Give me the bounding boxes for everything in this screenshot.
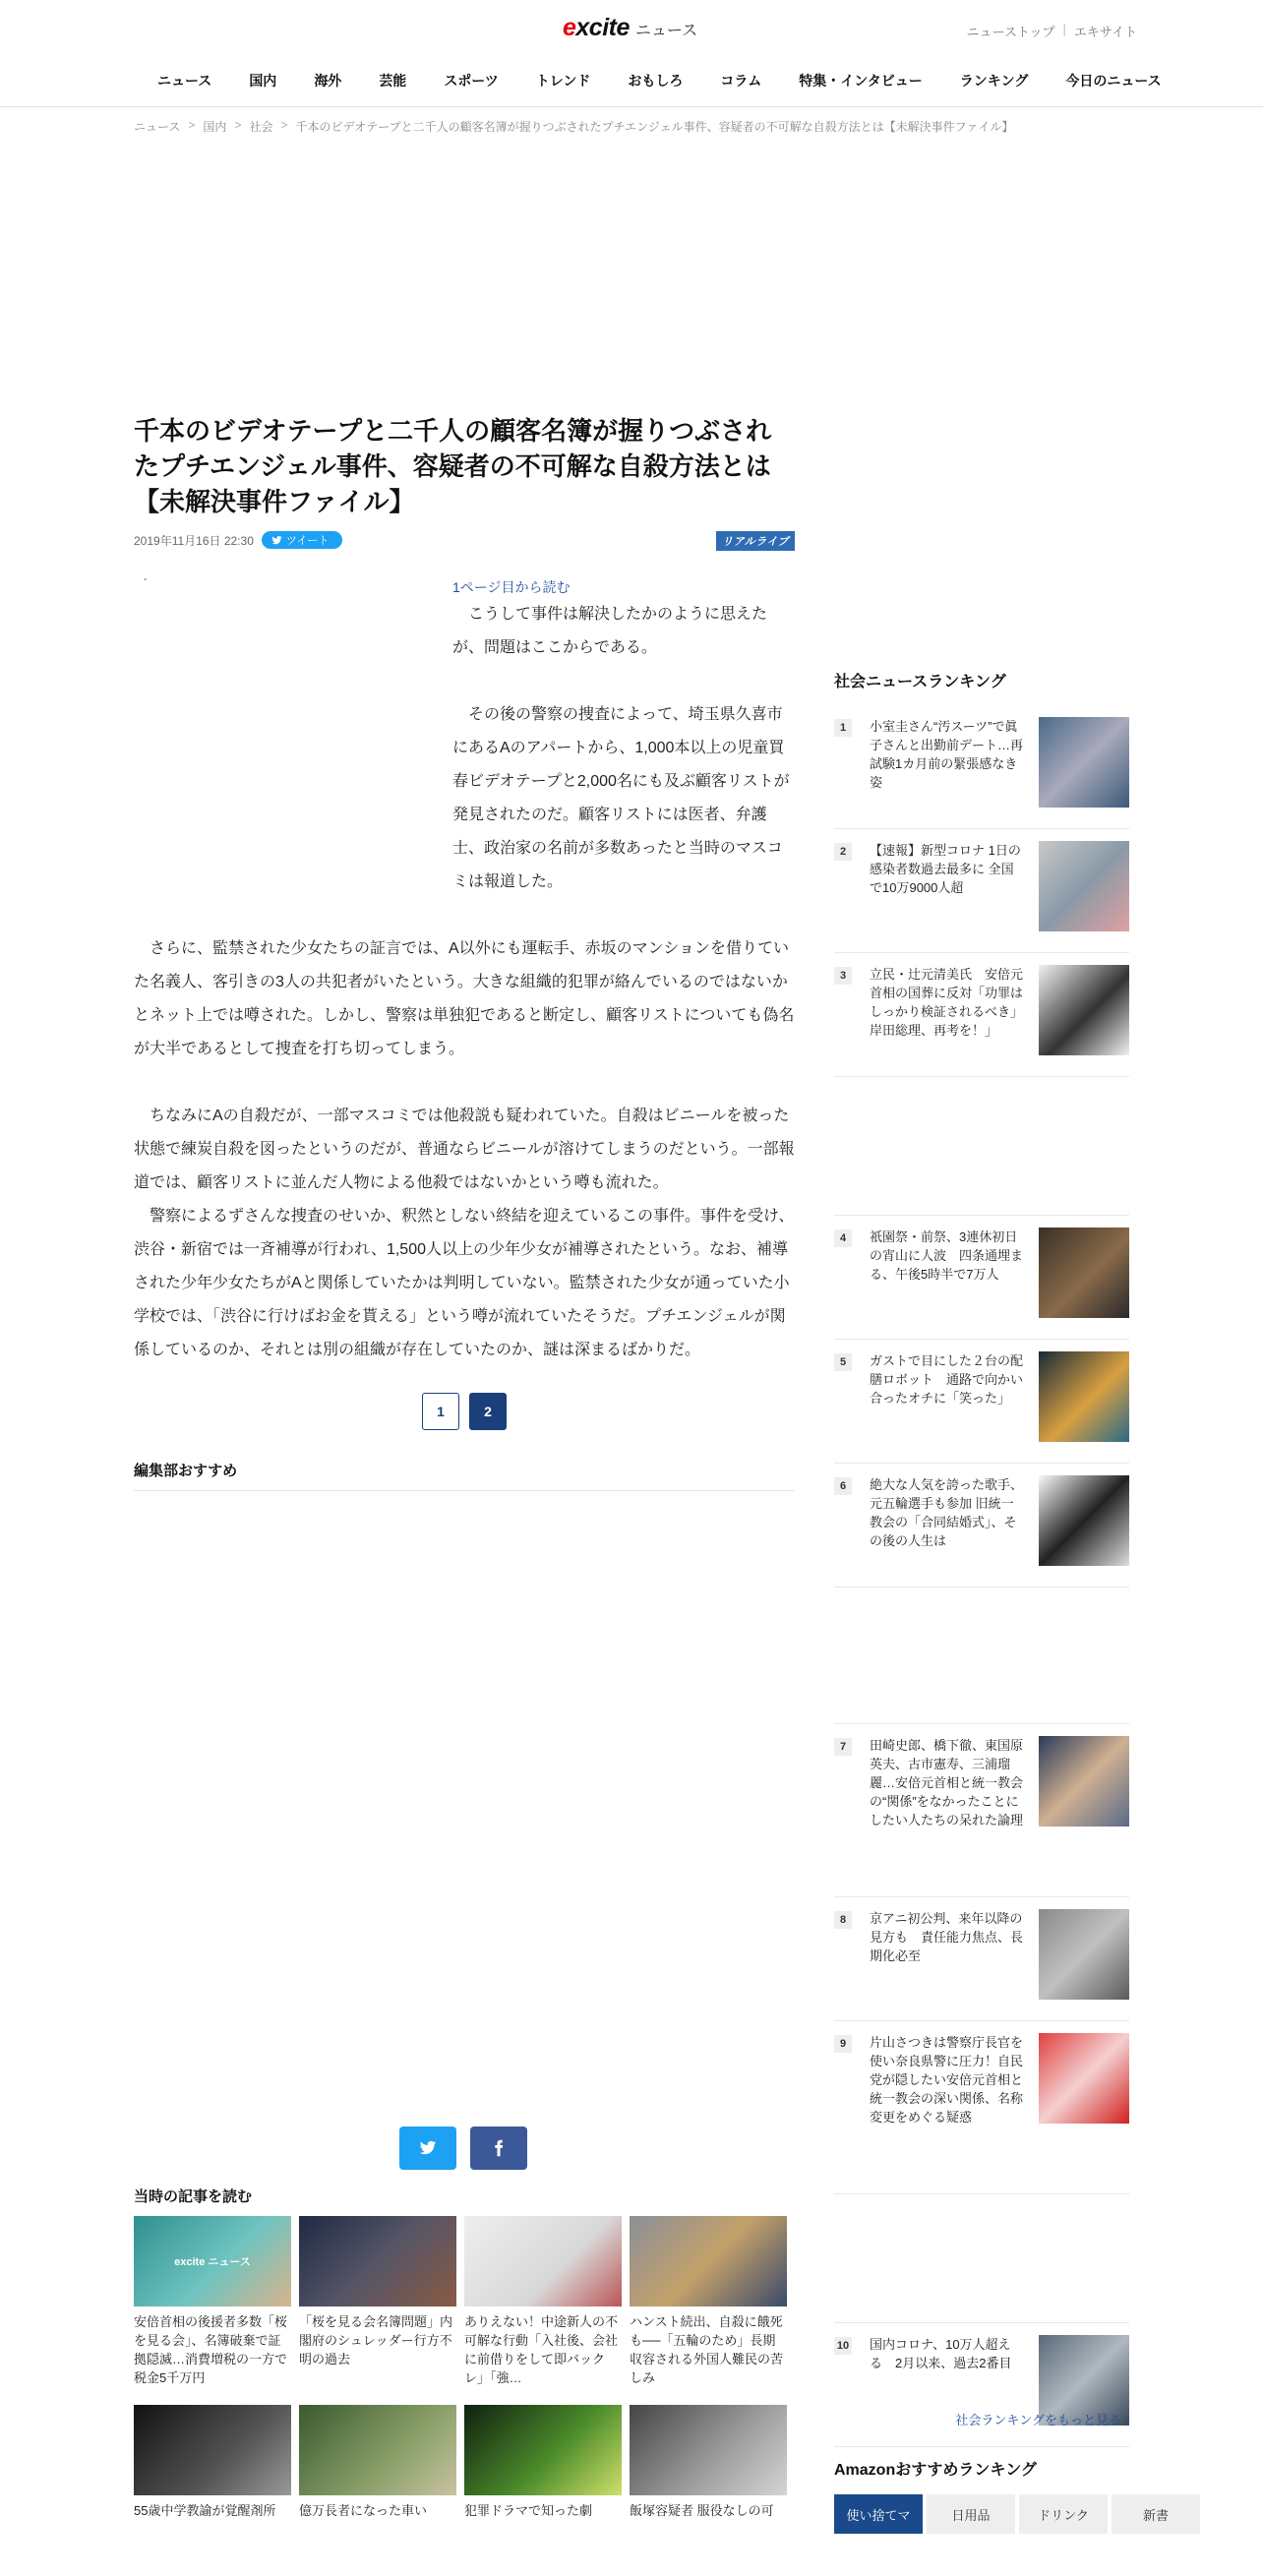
past-article-card[interactable]: [630, 2405, 787, 2576]
past-articles-heading: 当時の記事を読む: [134, 2188, 253, 2205]
past-article-thumbnail: [630, 2216, 787, 2306]
amazon-tab-masks[interactable]: 使い捨てマ: [834, 2494, 923, 2534]
nav-item[interactable]: 今日のニュース: [1065, 73, 1162, 89]
ranking-item[interactable]: [834, 1464, 1129, 1588]
nav-item[interactable]: ニュース: [157, 73, 212, 89]
ranking-item[interactable]: [834, 1216, 1129, 1340]
page-1-button[interactable]: 1: [422, 1393, 459, 1430]
logo-subtitle: ニュース: [634, 23, 698, 39]
rank-number: 2: [834, 843, 852, 861]
paragraph: ちなみにAの自殺だが、一部マスコミでは他殺説も疑われていた。自殺はビニールを被った状態で練炭自殺を図ったというのだが、普通ならビニールが溶けてしまうのだという。一部報道では、顧客リストに並んだ人物による他殺ではないかという噂も流れた。: [134, 1108, 795, 1191]
twitter-icon: [271, 535, 282, 546]
logo-mark: excite: [563, 14, 630, 41]
amazon-ranking-heading: Amazonおすすめランキング: [834, 2462, 1037, 2479]
ranking-item[interactable]: [834, 705, 1129, 829]
nav-item[interactable]: 国内: [249, 73, 277, 89]
separator: |: [1062, 22, 1066, 36]
rank-number: 3: [834, 967, 852, 985]
article-body: [134, 576, 795, 1367]
paragraph: 警察によるずさんな捜査のせいか、釈然としない終結を迎えているこの事件。事件を受け、渋谷・新宿では一斉補導が行われ、1,500人以上の少年少女が補導されたという。なお、補導された少年少女たちがAと関係していたかは判明していない。監禁された少女が通っていた小学校では、「渋谷に行けばお金を貰える」という噂が流れていたそうだ。プチエンジェルが関係しているのか、それとは別の組織が存在していたのか、謎は深まるばかりだ。: [134, 1208, 795, 1358]
thumbnail-logo: excite ニュース: [174, 2256, 251, 2268]
breadcrumb-current: 千本のビデオテープと二千人の顧客名簿が握りつぶされたプチエンジェル事件、容疑者の不可解な自殺方法とは【未解決事件ファイル】: [295, 120, 1014, 134]
ranking-thumbnail: [1039, 1475, 1129, 1566]
excite-link[interactable]: エキサイト: [1073, 25, 1137, 39]
news-top-link[interactable]: ニューストップ: [966, 25, 1055, 39]
nav-item[interactable]: 特集・インタビュー: [799, 73, 923, 89]
ranking-item[interactable]: [834, 2021, 1129, 2194]
rank-number: 7: [834, 1738, 852, 1756]
ranking-thumbnail: [1039, 1228, 1129, 1318]
nav-item[interactable]: スポーツ: [444, 73, 499, 89]
share-twitter-button[interactable]: [399, 2127, 456, 2170]
ranking-headline: 京アニ初公判、来年以降の見方も 責任能力焦点、長期化必至: [870, 1911, 1023, 1963]
past-article-thumbnail: [299, 2216, 456, 2306]
past-article-thumbnail: [464, 2405, 622, 2495]
tweet-button[interactable]: [262, 531, 342, 549]
ad-slot: [834, 2194, 1129, 2323]
past-article-caption: ありえない！中途新人の不可解な行動「入社後、会社に前借りをして即バックレ」「強…: [464, 2314, 619, 2385]
past-article-caption: 55歳中学教諭が覚醒剤所: [134, 2503, 276, 2518]
chevron-right-icon: >: [188, 118, 196, 132]
nav-item[interactable]: おもしろ: [628, 73, 684, 89]
past-articles-grid: [134, 2216, 795, 2576]
past-article-card[interactable]: [299, 2216, 456, 2387]
nav-item[interactable]: ランキング: [959, 73, 1029, 89]
past-article-thumbnail: [134, 2216, 291, 2306]
breadcrumb: [134, 118, 1013, 135]
pagination: [134, 1393, 795, 1430]
past-article-caption: 安倍首相の後援者多数「桜を見る会」、名簿破棄で証拠隠滅…消費増税の一方で税金5千万円: [134, 2314, 288, 2385]
past-article-caption: 「桜を見る会名簿問題」内閣府のシュレッダー行方不明の過去: [299, 2314, 453, 2366]
ranking-headline: 絶大な人気を誇った歌手、元五輪選手も参加 旧統一教会の「合同結婚式」、その後の人生は: [870, 1477, 1023, 1548]
ranking-more-link[interactable]: 社会ランキングをもっと見る ›: [955, 2413, 1129, 2427]
read-from-page1-link[interactable]: 1ページ目から読む: [452, 579, 571, 595]
ranking-headline: 小室圭さん“汚スーツ”で眞子さんと出勤前デート…再試験1カ月前の緊張感なき姿: [870, 719, 1023, 790]
ranking-headline: 国内コロナ、10万人超える 2月以来、過去2番目: [870, 2337, 1012, 2370]
ranking-thumbnail: [1039, 841, 1129, 931]
past-article-thumbnail: [630, 2405, 787, 2495]
rank-number: 9: [834, 2035, 852, 2053]
site-logo[interactable]: [563, 14, 697, 42]
share-facebook-button[interactable]: [470, 2127, 527, 2170]
ad-slot: [834, 1588, 1129, 1724]
amazon-tab-daily-goods[interactable]: 日用品: [927, 2494, 1015, 2534]
nav-item[interactable]: 芸能: [379, 73, 407, 89]
rank-number: 6: [834, 1477, 852, 1495]
ranking-thumbnail: [1039, 2033, 1129, 2124]
ranking-headline: 片山さつきは警察庁長官を使い奈良県警に圧力！自民党が隠したい安倍元首相と統一教会の深い関係、名称変更をめぐる疑惑: [870, 2035, 1023, 2125]
global-nav: [136, 71, 1177, 90]
breadcrumb-item-domestic[interactable]: 国内: [203, 120, 227, 134]
facebook-icon: [490, 2139, 508, 2157]
breadcrumb-item-society[interactable]: 社会: [249, 120, 273, 134]
editors-pick-heading: 編集部おすすめ: [134, 1460, 795, 1491]
ranking-item[interactable]: [834, 1724, 1129, 1897]
article-meta: [134, 529, 795, 551]
rank-number: 1: [834, 719, 852, 737]
rank-number: 5: [834, 1353, 852, 1371]
top-links: [967, 22, 1137, 40]
past-article-caption: 犯罪ドラマで知った劇: [464, 2503, 593, 2518]
ad-slot: [834, 1077, 1129, 1216]
tweet-label: ツイート: [285, 535, 330, 547]
breadcrumb-item-news[interactable]: ニュース: [134, 120, 181, 134]
share-buttons: [399, 2127, 527, 2170]
site-header: [0, 0, 1263, 107]
past-article-caption: 飯塚容疑者 服役なしの可: [630, 2503, 774, 2518]
past-article-caption: ハンスト続出、自殺に餓死も──「五輪のため」長期収容される外国人難民の苦しみ: [630, 2314, 784, 2385]
ranking-item[interactable]: [834, 1897, 1129, 2021]
ranking-headline: 【速報】新型コロナ 1日の感染者数過去最多に 全国で10万9000人超: [870, 843, 1021, 895]
ranking-thumbnail: [1039, 1736, 1129, 1827]
ranking-headline: ガストで目にした２台の配膳ロボット 通路で向かい合ったオチに「笑った」: [870, 1353, 1023, 1406]
sidebar-ranking: [834, 669, 1129, 2447]
ranking-headline: 立民・辻元清美氏 安倍元首相の国葬に反対「功罪はしっかり検証されるべき」岸田総理、再考を！」: [870, 967, 1023, 1038]
image-placeholder-mark: ´: [144, 576, 148, 590]
past-article-card[interactable]: [134, 2216, 291, 2387]
amazon-tabs: [834, 2494, 1200, 2534]
paragraph: こうして事件は解決したかのように思えたが、問題はここからである。: [452, 606, 768, 656]
rank-number: 4: [834, 1229, 852, 1247]
chevron-right-icon: ›: [1124, 2413, 1129, 2427]
past-article-thumbnail: [464, 2216, 622, 2306]
ranking-headline: 祇園祭・前祭、3連休初日の宵山に人波 四条通埋まる、午後5時半で7万人: [870, 1229, 1023, 1282]
source-badge[interactable]: リアルライブ: [716, 531, 795, 551]
past-article-caption: 億万長者になった車い: [299, 2503, 428, 2518]
amazon-tab-books[interactable]: 新書: [1112, 2494, 1200, 2534]
ranking-thumbnail: [1039, 965, 1129, 1055]
nav-item[interactable]: コラム: [720, 73, 762, 89]
ranking-thumbnail: [1039, 1351, 1129, 1442]
chevron-right-icon: >: [234, 118, 242, 132]
nav-item[interactable]: 海外: [314, 73, 342, 89]
past-article-card[interactable]: [464, 2405, 622, 2576]
ranking-list: [834, 705, 1129, 2447]
nav-item[interactable]: トレンド: [535, 73, 591, 89]
past-article-card[interactable]: [134, 2405, 291, 2576]
article-body-right: [452, 576, 795, 899]
paragraph: さらに、監禁された少女たちの証言では、A以外にも運転手、赤坂のマンションを借りていた名義人、客引きの3人の共犯者がいたという。大きな組織的犯罪が絡んでいるのではないかとネット上では噂された。しかし、警察は単独犯であると断定し、顧客リストについても偽名が大半であるとして捜査を打ち切ってしまう。: [134, 940, 795, 1057]
chevron-right-icon: >: [280, 118, 288, 132]
past-article-card[interactable]: [464, 2216, 622, 2387]
ranking-thumbnail: [1039, 717, 1129, 808]
past-article-thumbnail: [299, 2405, 456, 2495]
past-articles: [134, 2186, 795, 2576]
past-article-card[interactable]: [299, 2405, 456, 2576]
ranking-item[interactable]: [834, 1340, 1129, 1464]
article-date: 2019年11月16日 22:30: [134, 533, 254, 548]
ranking-heading: 社会ニュースランキング: [834, 674, 1006, 690]
page-2-button[interactable]: 2: [469, 1393, 507, 1430]
ranking-item[interactable]: [834, 2323, 1129, 2447]
ranking-headline: 田崎史郎、橋下徹、東国原英夫、古市憲寿、三浦瑠麗…安倍元首相と統一教会の“関係”をなかったことにしたい人たちの呆れた論理: [870, 1738, 1023, 1827]
paragraph: その後の警察の捜査によって、埼玉県久喜市にあるAのアパートから、1,000本以上の児童買春ビデオテープと2,000名にも及ぶ顧客リストが発見されたのだ。顧客リストには医者、弁護士、政治家の名前が多数あったと当時のマスコミは報道した。: [452, 706, 790, 890]
article: [134, 413, 795, 1491]
article-title: 千本のビデオテープと二千人の顧客名簿が握りつぶされたプチエンジェル事件、容疑者の不可解な自殺方法とは【未解決事件ファイル】: [134, 416, 772, 516]
rank-number: 10: [834, 2337, 852, 2355]
rank-number: 8: [834, 1911, 852, 1929]
twitter-icon: [419, 2139, 437, 2157]
ranking-thumbnail: [1039, 1909, 1129, 2000]
past-article-thumbnail: [134, 2405, 291, 2495]
ranking-item[interactable]: [834, 953, 1129, 1077]
amazon-tab-drinks[interactable]: ドリンク: [1019, 2494, 1108, 2534]
ranking-item[interactable]: [834, 829, 1129, 953]
past-article-card[interactable]: [630, 2216, 787, 2387]
